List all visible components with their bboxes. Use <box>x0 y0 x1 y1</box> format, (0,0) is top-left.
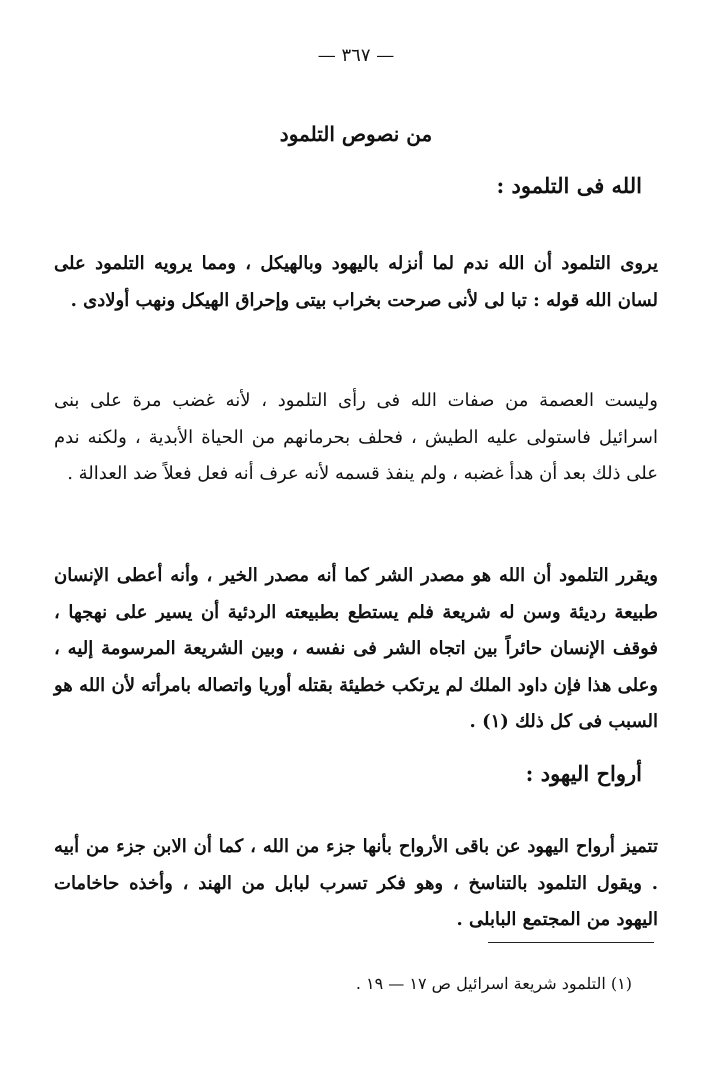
section-heading-jewish-souls: أرواح اليهود : <box>525 761 642 786</box>
page-number: — ٣٦٧ — <box>317 45 395 66</box>
page-title: من نصوص التلمود <box>279 122 433 146</box>
footnote: (١) التلمود شريعة اسرائيل ص ١٧ — ١٩ . <box>355 974 632 993</box>
paragraph-souls: تتميز أرواح اليهود عن باقى الأرواح بأنها جزء من الله ، كما أن الابن جزء من أبيه . ويقول التلمود بالتناسخ ، وهو فكر تسرب لبابل من الهند ، وأخذه حاخامات اليهود من المجتمع البابلى . <box>54 836 658 930</box>
footnote-divider <box>488 942 654 943</box>
paragraph-god-regret: يروى التلمود أن الله ندم لما أنزله باليهود وبالهيكل ، ومما يرويه التلمود على لسان الله قوله : تبا لى لأنى صرحت بخراب بيتى وإحراق الهيكل ونهب أولادى . <box>54 253 658 311</box>
paragraph-infallibility: وليست العصمة من صفات الله فى رأى التلمود ، لأنه غضب مرة على بنى اسرائيل فاستولى عليه الطيش ، فحلف بحرمانهم من الحياة الأبدية ، ولكنه ندم على ذلك بعد أن هدأ غضبه ، ولم ينفذ قسمه لأنه عرف أنه فعل فعلاً ضد العدالة . <box>54 390 658 484</box>
paragraph-source-of-evil: ويقرر التلمود أن الله هو مصدر الشر كما أنه مصدر الخير ، وأنه أعطى الإنسان طبيعة رديئة وسن له شريعة فلم يستطع بطبيعته الردئية أن يسير على نهجها ، فوقف الإنسان حائراً بين اتجاه الشر فى نفسه ، وبين الشريعة المرسومة إليه ، وعلى هذا فإن داود الملك لم يرتكب خطيئة بقتله أوريا واتصاله بامرأته لأن الله هو السبب فى كل ذلك (١) . <box>54 565 658 732</box>
section-heading-god-in-talmud: الله فى التلمود : <box>496 173 642 198</box>
